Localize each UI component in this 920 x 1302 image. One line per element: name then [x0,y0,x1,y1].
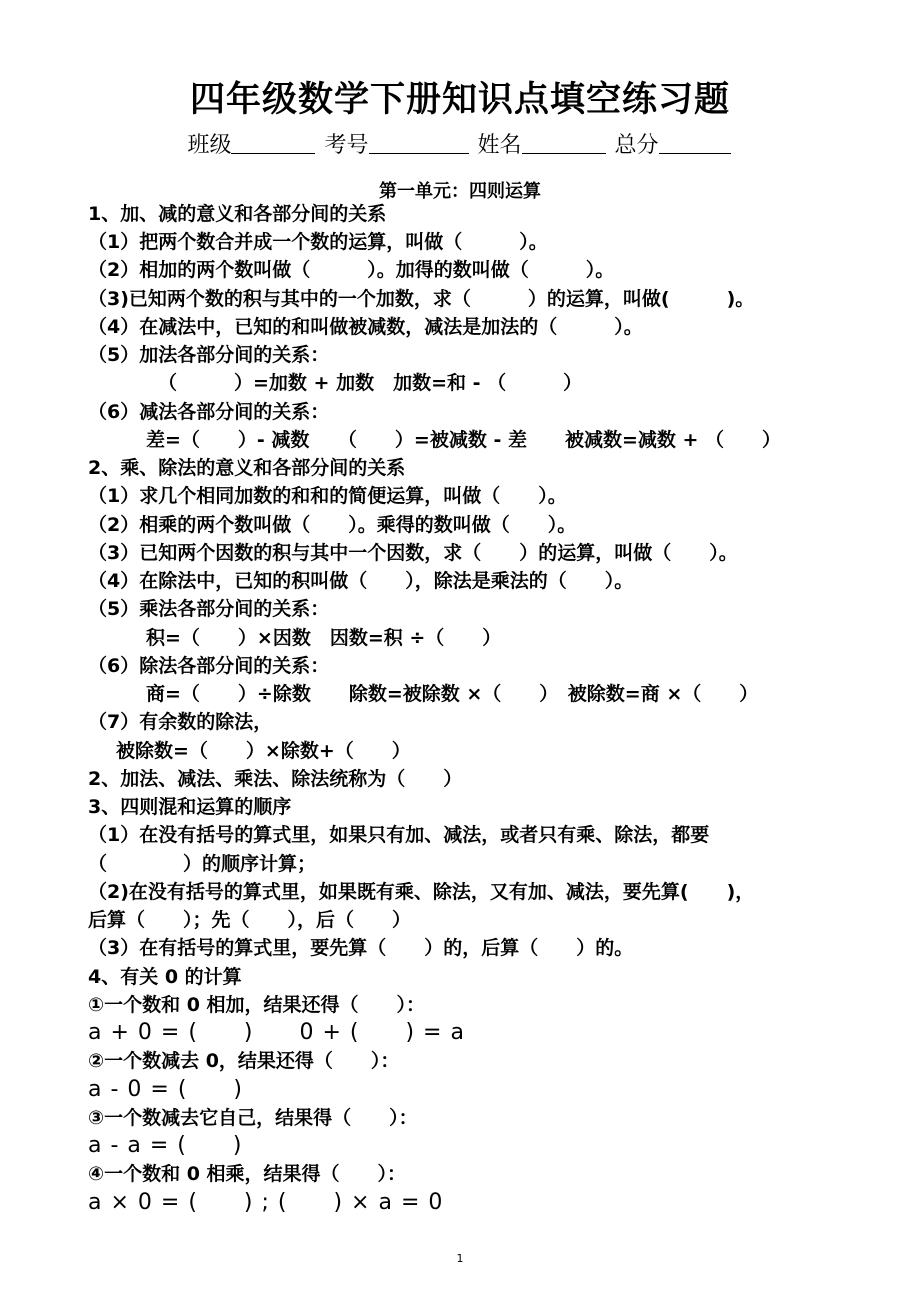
question-line: ①一个数和 0 相加，结果还得（ ）： [88,994,426,1016]
question-line: （3）已知两个因数的积与其中一个因数，求（ ）的运算，叫做（ ）。 [88,542,738,564]
question-line: 3、四则混和运算的顺序 [88,796,292,818]
question-line: （7）有余数的除法， [88,711,273,733]
question-line: （ ）的顺序计算； [88,853,317,875]
question-line: （3）在有括号的算式里，要先算（ ）的，后算（ ）的。 [88,937,634,959]
exam-number-label: 考号 [324,133,369,158]
class-label: 班级 [187,133,232,158]
question-line: （5）乘法各部分间的关系： [88,598,330,620]
total-score-blank [659,131,731,154]
unit-title: 第一单元：四则运算 [379,181,541,202]
question-line: （6）减法各部分间的关系： [88,401,330,423]
question-line: （2）相乘的两个数叫做（ ）。乘得的数叫做（ ）。 [88,514,577,536]
student-info-row [0,128,920,159]
question-line: （2)在没有括号的算式里，如果既有乘、除法，又有加、减法，要先算( )， [88,881,755,903]
question-line: 被除数=（ ）×除数+（ ） [116,740,411,762]
question-line: （3)已知两个数的积与其中的一个加数，求（ ）的运算，叫做( )。 [88,288,755,310]
page-title: 四年级数学下册知识点填空练习题 [189,80,730,120]
question-line: 商=（ ）÷除数 除数=被除数 ×（ ） 被除数=商 ×（ ） [146,683,759,705]
total-score-label: 总分 [614,133,659,158]
question-line: ④一个数和 0 相乘，结果得（ ）： [88,1163,407,1185]
question-line: 后算（ ）；先（ ），后（ ） [88,909,412,931]
formula-line: a × 0 = ( ) ; ( ) × a = 0 [88,1190,444,1215]
question-line: 积=（ ）×因数 因数=积 ÷（ ） [146,627,502,649]
question-line: （1）在没有括号的算式里，如果只有加、减法，或者只有乘、除法，都要 [88,824,710,846]
question-line: （6）除法各部分间的关系： [88,655,330,677]
formula-line: a + 0 = ( ) 0 + ( ) = a [88,1020,465,1045]
question-line: ③一个数减去它自己，结果得（ ）： [88,1107,418,1129]
formula-line: a - a = ( ) [88,1133,243,1158]
question-line: （ ）=加数 + 加数 加数=和 - （ ） [158,372,583,394]
formula-line: a - 0 = ( ) [88,1077,243,1102]
question-line: （2）相加的两个数叫做（ ）。加得的数叫做（ ）。 [88,259,615,281]
question-line: （4）在除法中，已知的积叫做（ ），除法是乘法的（ ）。 [88,570,634,592]
question-line: 差=（ ）- 减数 （ ）=被减数 - 差 被减数=减数 + （ ） [146,429,782,451]
exam-number-blank [369,131,469,154]
page-number: 1 [456,1252,464,1265]
question-line: 4、有关 0 的计算 [88,966,242,988]
question-line: （5）加法各部分间的关系： [88,344,330,366]
question-line: （1）把两个数合并成一个数的运算，叫做（ ）。 [88,231,548,253]
question-line: ②一个数减去 0，结果还得（ ）： [88,1050,400,1072]
question-line: 2、乘、除法的意义和各部分间的关系 [88,457,406,479]
name-label: 姓名 [477,133,522,158]
name-blank [522,131,606,154]
question-line: 2、加法、减法、乘法、除法统称为（ ） [88,768,463,790]
class-blank [231,131,315,154]
question-line: 1、加、减的意义和各部分间的关系 [88,203,387,225]
question-line: （1）求几个相同加数的和和的简便运算，叫做（ ）。 [88,485,567,507]
question-line: （4）在减法中，已知的和叫做被减数，减法是加法的（ ）。 [88,316,643,338]
